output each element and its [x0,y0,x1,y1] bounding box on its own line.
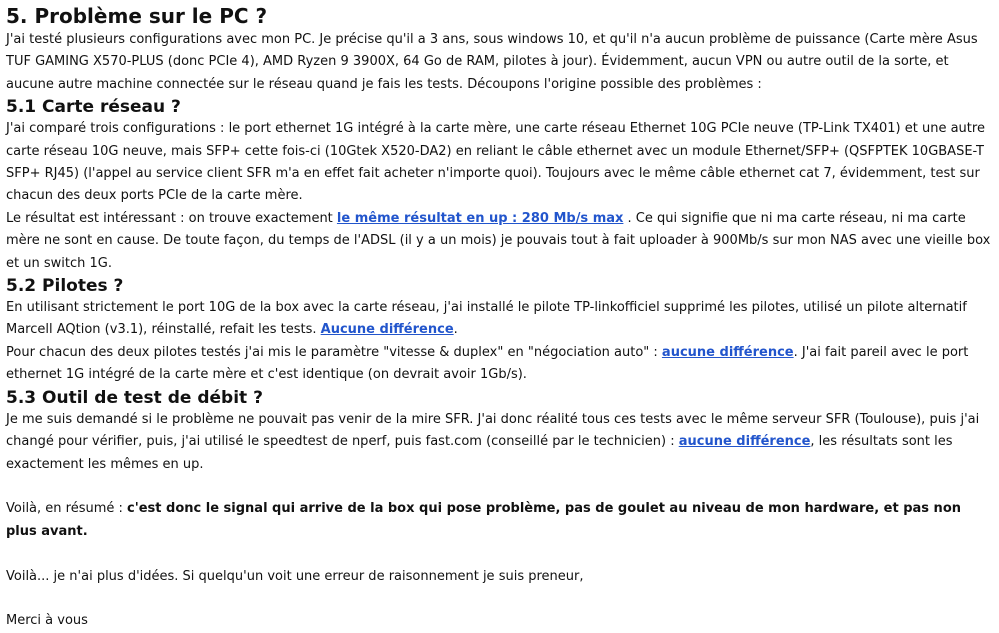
no-difference-link-2[interactable]: aucune différence [661,344,794,360]
thanks-line: Merci à vous [6,613,88,629]
text-segment: Pour chacun des deux pilotes testés j'ai mis le paramètre "vitesse & duplex" en "négociation auto" : [6,344,662,360]
no-difference-link-1[interactable]: Aucune différence [320,322,454,338]
summary-paragraph [6,498,991,543]
section-5-1-paragraph-1: J'ai comparé trois configurations : le port ethernet 1G intégré à la carte mère, une carte réseau Ethernet 10G PCIe neuve (TP-Link TX401) et une autre carte réseau 10G neuve, mais SFP+ cette fois-ci (10Gtek X520-DA2) en reliant le câble ethernet avec un module Ethernet/SFP+ (QSFPTEK 10GBASE-T SFP+ RJ45) (l'appel au service client SFR m'a en effet fait acheter n'importe quoi). Toujours avec le même câble ethernet cat 7, évidemment, test sur chacun des deux ports PCIe de la carte mère. [6,121,985,204]
section-5-2-paragraph-1 [6,297,991,342]
closing-paragraph: Voilà... je n'ai plus d'idées. Si quelqu'un voit une erreur de raisonnement je suis preneur, [6,568,584,584]
section-5-3-paragraph-1 [6,409,991,476]
result-link[interactable]: le même résultat en up : 280 Mb/s max [336,210,624,226]
section-5-intro: J'ai testé plusieurs configurations avec mon PC. Je précise qu'il a 3 ans, sous windows 10, et qu'il n'a aucun problème de puissance (Carte mère Asus TUF GAMING X570-PLUS (donc PCIe 4), AMD Ryzen 9 3900X, 64 Go de RAM, pilotes à jour). Évidemment, aucun VPN ou autre outil de la sorte, et aucune autre machine connectée sur le réseau quand je fais les tests. Découpons l'origine possible des problèmes : [6,32,978,92]
section-5-1-heading: 5.1 Carte réseau ? [6,97,181,118]
blank-line [6,543,999,565]
text-segment: En utilisant strictement le port 10G de la box avec la carte réseau, j'ai installé le pilote TP-linkofficiel supprimé les pilotes, utilisé un pilote alternatif Marcell AQtion (v3.1), réinstallé, refait les tests. [6,300,967,338]
section-5-3-heading: 5.3 Outil de test de débit ? [6,387,263,408]
text-segment: . J'ai fait pareil avec le port ethernet 1G intégré de la carte mère et c'est identique (on devrait avoir 1Gb/s). [6,344,969,383]
blank-line [6,588,999,610]
text-segment: Le résultat est intéressant : on trouve exactement [6,210,337,226]
section-5-2-paragraph-2 [6,342,991,387]
section-5-1-paragraph-2 [6,208,991,275]
summary-bold: c'est donc le signal qui arrive de la box qui pose problème, pas de goulet au niveau de mon hardware, et pas non plus avant. [6,501,962,539]
text-segment: Je me suis demandé si le problème ne pouvait pas venir de la mire SFR. J'ai donc réalité tous ces tests avec le même serveur SFR (Toulouse), puis j'ai changé pour vérifier, puis, j'ai utilisé le speedtest de nperf, puis fast.com (conseillé par le technicien) : [6,411,980,450]
text-segment: Voilà, en résumé : [6,501,128,517]
text-segment: . [453,322,458,338]
text-segment: . Ce qui signifie que ni ma carte réseau, ni ma carte mère ne sont en cause. De toute façon, du temps de l'ADSL (il y a un mois) je pouvais tout à fait uploader à 900Mb/s sur mon NAS avec une vieille box et un switch 1G. [6,210,991,271]
section-5-2-heading: 5.2 Pilotes ? [6,276,124,297]
section-5-heading: 5. Problème sur le PC ? [6,4,268,28]
text-segment: , les résultats sont les exactement les mêmes en up. [6,434,953,472]
no-difference-link-3[interactable]: aucune différence [678,434,811,450]
blank-line [6,476,999,498]
